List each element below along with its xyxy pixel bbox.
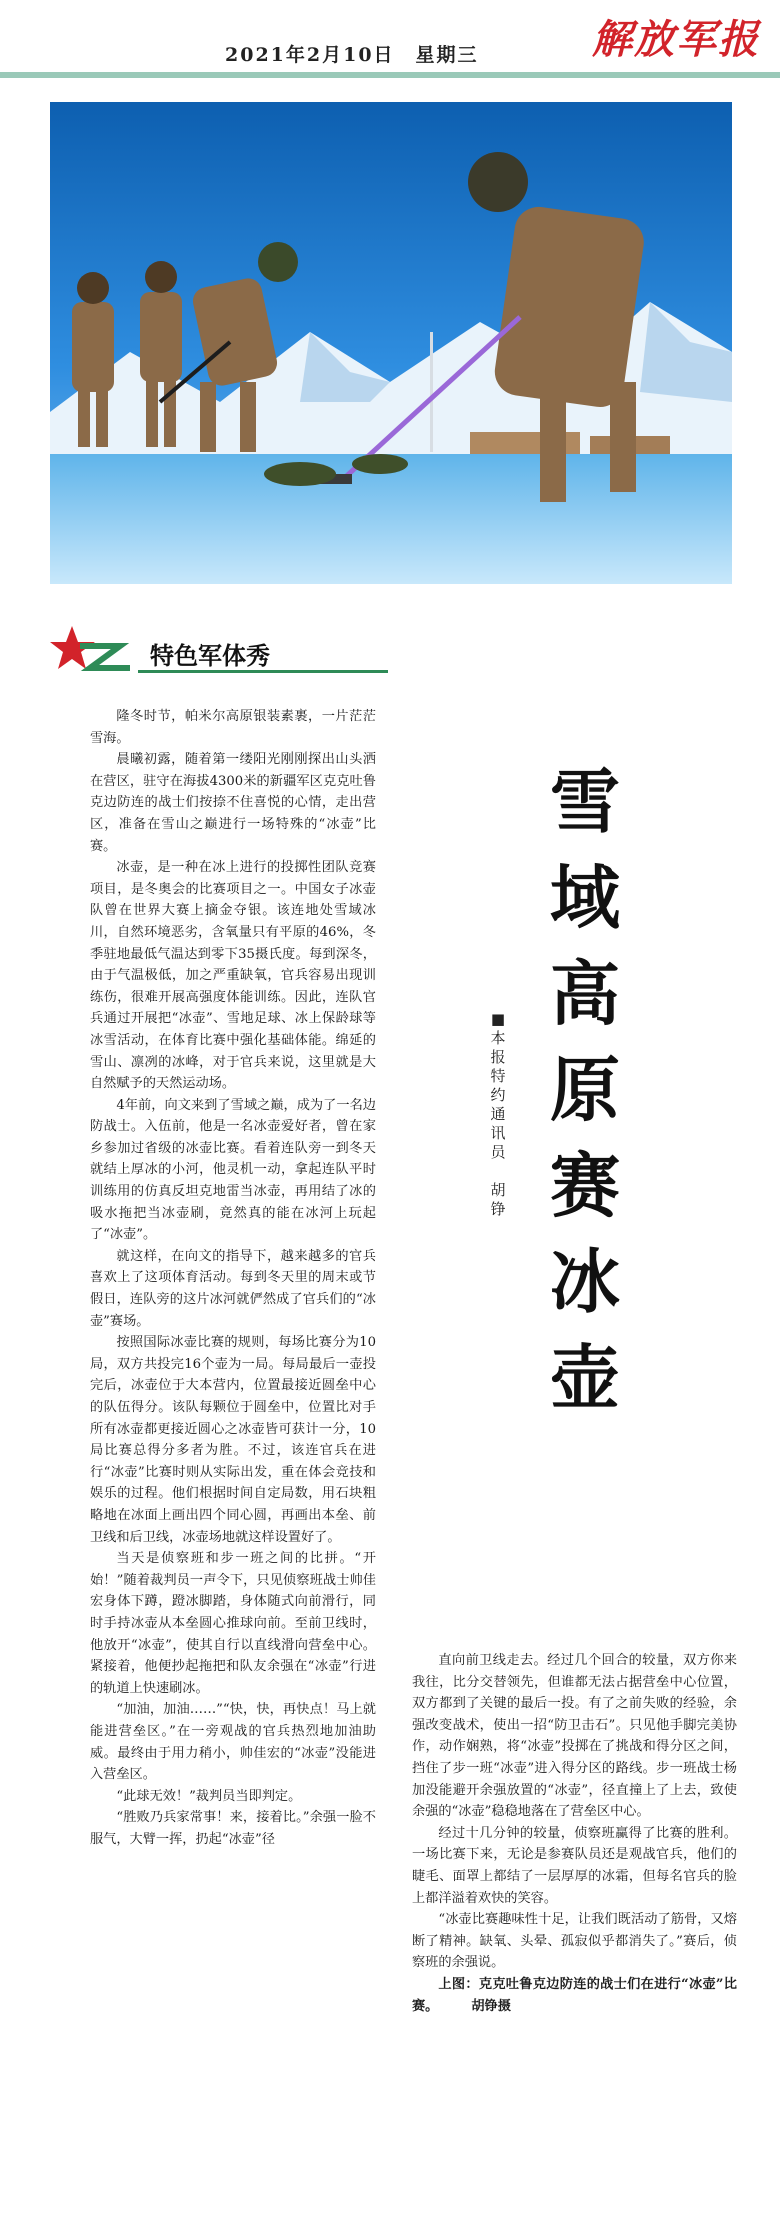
- headline-char: 赛: [550, 1145, 620, 1227]
- red-star-icon: [50, 624, 140, 674]
- paragraph: 4年前，向文来到了雪域之巅，成为了一名边防战士。入伍前，他是一名冰壶爱好者，曾在家乡参加过省级的冰壶比赛。看着连队旁一到冬天就结上厚冰的小河，他灵机一动，拿起连队平时训练用的仿真反坦克地雷当冰壶，再用结了冰的吸水拖把当冰壶刷，竟然真的能在冰河上玩起了“冰壶”。: [90, 1097, 376, 1243]
- headline-char: 域: [550, 857, 620, 939]
- paragraph: 直向前卫线走去。经过几个回合的较量，双方你来我往，比分交替领先，但谁都无法占据营垒中心位置，双方都到了关键的最后一投。有了之前失败的经验，余强改变战术，使出一招“防卫击石”。只见他手脚完美协作，动作娴熟，将“冰壶”投掷在了挑战和得分区之间，挡住了步一班“冰壶”进入得分区的路线。步一班战士杨加没能避开余强放置的“冰壶”，径直撞上了上去，致使余强的“冰壶”稳稳地落在了营垒区中心。: [412, 1653, 737, 1820]
- paragraph: “胜败乃兵家常事！来，接着比。”余强一脸不服气，大臂一挥，扔起“冰壶”径: [90, 1810, 376, 1847]
- paragraph: “加油，加油……”“快，快，再快点！马上就能进营垒区。”在一旁观战的官兵热烈地加油助威。最终由于用力稍小，帅佳宏的“冰壶”没能进入营垒区。: [90, 1702, 376, 1783]
- byline-char: 胡: [490, 1181, 506, 1199]
- article-body-col2: [412, 1650, 737, 2017]
- byline-char: 铮: [490, 1200, 506, 1218]
- paragraph: 当天是侦察班和步一班之间的比拼。“开始！”随着裁判员一声令下，只见侦察班战士帅佳宏身体下蹲，蹬冰脚踏，身体随式向前滑行，同时手持冰壶从本垒圆心推球向前。至前卫线时，他放开“冰壶”，使其自行以直线滑向营垒中心。紧接着，他便抄起拖把和队友余强在“冰壶”行进的轨道上快速刷冰。: [90, 1551, 376, 1696]
- byline-char: 讯: [490, 1124, 506, 1142]
- newspaper-logo: 解放军报: [592, 16, 760, 63]
- headline-char: 冰: [550, 1241, 620, 1323]
- byline-char: [487, 1162, 509, 1181]
- byline-char: ■: [490, 1010, 506, 1028]
- byline-char: 特: [490, 1067, 506, 1085]
- byline-char: 通: [490, 1105, 506, 1123]
- paragraph: 冰壶，是一种在冰上进行的投掷性团队竞赛项目，是冬奥会的比赛项目之一。中国女子冰壶队曾在世界大赛上摘金夺银。该连地处雪域冰川，自然环境恶劣，含氧量只有平原的46%，冬季驻地最低气温达到零下35摄氏度。每到深冬，由于气温极低，加之严重缺氧，官兵容易出现训练伤，很难开展高强度体能训练。因此，连队官兵通过开展把“冰壶”、雪地足球、冰上保龄球等冰雪活动，在体育比赛中强化基础体能。绵延的雪山、凛冽的冰峰，对于官兵来说，这里就是大自然赋予的天然运动场。: [90, 860, 376, 1092]
- headline-char: 原: [550, 1049, 620, 1131]
- section-divider: [138, 670, 388, 673]
- curling-soldiers-photo: [50, 102, 732, 584]
- curling-photo: [50, 102, 732, 584]
- photo-caption: 上图：克克吐鲁克边防连的战士们在进行“冰壶”比赛。 胡铮摄: [412, 1976, 737, 2014]
- byline-char: 本: [490, 1029, 506, 1047]
- headline-char: 壶: [550, 1337, 620, 1419]
- headline-char: 高: [550, 953, 620, 1035]
- issue-date: 2021年2月10日 星期三: [225, 44, 479, 66]
- headline-char: 雪: [550, 761, 620, 843]
- article-body-col1: [90, 706, 376, 1850]
- byline: [487, 1010, 509, 1219]
- byline-char: 报: [490, 1048, 506, 1066]
- paragraph: 经过十几分钟的较量，侦察班赢得了比赛的胜利。一场比赛下来，无论是参赛队员还是观战官兵，他们的睫毛、面罩上都结了一层厚厚的冰霜，但每名官兵的脸上都洋溢着欢快的笑容。: [412, 1825, 737, 1906]
- paragraph: 按照国际冰壶比赛的规则，每场比赛分为10局，双方共投完16个壶为一局。每局最后一壶投完后，冰壶位于大本营内，位置最接近圆垒中心的队伍得分。该队每颗位于圆垒中，位置比对手所有冰壶都更接近圆心之冰壶皆可获计一分，10局比赛总得分多者为胜。不过，该连官兵在进行“冰壶”比赛时则从实际出发，重在体会竞技和娱乐的过程。他们根据时间自定局数，用石块粗略地在冰面上画出四个同心圆，再画出本垒、前卫线和后卫线，冰壶场地就这样设置好了。: [90, 1335, 376, 1545]
- headline: [540, 754, 630, 1426]
- byline-char: 约: [490, 1086, 506, 1104]
- masthead: [0, 0, 780, 72]
- paragraph: 隆冬时节，帕米尔高原银装素裹，一片茫茫雪海。: [90, 709, 376, 746]
- paragraph: 晨曦初露，随着第一缕阳光刚刚探出山头洒在营区，驻守在海拔4300米的新疆军区克克吐鲁克边防连的战士们按捺不住喜悦的心情，走出营区，准备在雪山之巅进行一场特殊的“冰壶”比赛。: [90, 752, 376, 854]
- paragraph: “此球无效！”裁判员当即判定。: [116, 1788, 302, 1804]
- masthead-rule: [0, 72, 780, 78]
- section-header: [50, 624, 390, 674]
- section-title: 特色军体秀: [150, 642, 270, 670]
- paragraph: “冰壶比赛趣味性十足，让我们既活动了筋骨，又熔断了精神。缺氧、头晕、孤寂似乎都消失了。”赛后，侦察班的余强说。: [412, 1912, 737, 1971]
- byline-char: 员: [490, 1143, 506, 1161]
- paragraph: 就这样，在向文的指导下，越来越多的官兵喜欢上了这项体育活动。每到冬天里的周末或节假日，连队旁的这片冰河就俨然成了官兵们的“冰壶”赛场。: [90, 1248, 376, 1329]
